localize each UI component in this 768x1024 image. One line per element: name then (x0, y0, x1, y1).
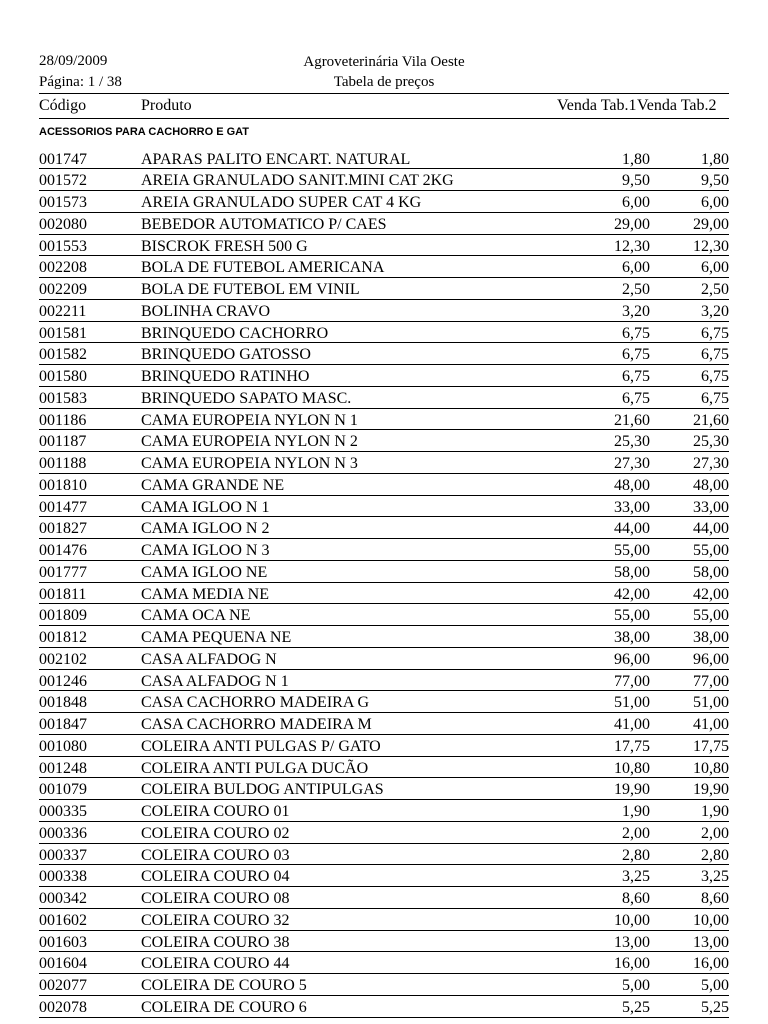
product-name: CASA ALFADOG N (141, 650, 277, 668)
column-header-code: Código (39, 97, 87, 114)
category-heading: ACESSORIOS PARA CACHORRO E GAT (39, 126, 250, 138)
product-name: CAMA PEQUENA NE (141, 629, 292, 646)
table-row (39, 169, 729, 191)
price-tab2: 17,75 (693, 737, 729, 755)
product-name: CASA CACHORRO MADEIRA G (141, 694, 370, 712)
price-tab1: 5,25 (622, 998, 650, 1016)
price-tab2: 2,50 (701, 281, 729, 298)
price-tab1: 2,50 (622, 281, 650, 298)
price-tab2: 10,00 (693, 911, 729, 929)
price-tab1: 27,30 (614, 455, 650, 472)
product-name: BISCROK FRESH 500 G (141, 237, 308, 255)
product-code: 002102 (39, 650, 87, 668)
product-code: 001080 (39, 737, 87, 755)
price-tab2: 44,00 (693, 520, 729, 538)
price-tab2: 25,30 (693, 433, 729, 451)
column-header-product: Produto (141, 97, 192, 114)
product-name: BOLA DE FUTEBOL AMERICANA (141, 259, 385, 277)
product-name: CAMA IGLOO N 3 (141, 542, 270, 559)
product-code: 001553 (39, 237, 87, 255)
product-name: COLEIRA COURO 32 (141, 911, 290, 929)
price-tab1: 41,00 (614, 716, 650, 733)
table-row (39, 909, 729, 931)
price-tab1: 6,00 (622, 259, 650, 277)
product-name: BOLINHA CRAVO (141, 302, 271, 320)
table-row (39, 452, 729, 474)
product-code: 001581 (39, 324, 87, 342)
price-tab1: 6,75 (622, 324, 650, 342)
price-tab1: 42,00 (614, 585, 650, 603)
product-code: 002208 (39, 259, 87, 277)
price-tab1: 19,90 (614, 781, 650, 799)
product-name: CAMA EUROPEIA NYLON N 3 (141, 455, 358, 472)
product-code: 001583 (39, 389, 87, 407)
product-code: 002211 (39, 302, 87, 320)
product-name: CAMA MEDIA NE (141, 585, 270, 603)
product-name: CAMA IGLOO N 1 (141, 498, 270, 516)
price-tab1: 1,90 (622, 803, 650, 820)
company-name: Agroveterinária Vila Oeste (303, 54, 465, 70)
price-tab2: 6,75 (701, 346, 729, 364)
price-tab1: 58,00 (614, 563, 650, 581)
table-row (39, 343, 729, 365)
price-tab1: 21,60 (614, 411, 650, 429)
price-tab1: 16,00 (614, 955, 650, 973)
table-row (39, 604, 729, 626)
product-name: BEBEDOR AUTOMATICO P/ CAES (141, 215, 387, 233)
table-row (39, 713, 729, 735)
price-tab1: 1,80 (622, 150, 650, 168)
product-name: BRINQUEDO SAPATO MASC. (141, 389, 352, 407)
price-tab1: 55,00 (614, 542, 650, 559)
table-row (39, 191, 729, 213)
product-name: COLEIRA COURO 03 (141, 846, 290, 864)
price-tab1: 6,75 (622, 346, 650, 364)
price-tab2: 96,00 (693, 650, 729, 668)
table-row (39, 278, 729, 300)
price-tab2: 41,00 (693, 716, 729, 733)
price-tab1: 6,75 (622, 368, 650, 385)
price-tab2: 6,00 (701, 194, 729, 211)
product-code: 002209 (39, 281, 87, 298)
product-name: BRINQUEDO CACHORRO (141, 324, 329, 342)
price-tab1: 48,00 (614, 476, 650, 494)
price-tab2: 42,00 (693, 585, 729, 603)
table-row (39, 561, 729, 583)
product-code: 001572 (39, 172, 87, 190)
price-tab2: 19,90 (693, 781, 729, 799)
table-row (39, 757, 729, 779)
price-tab2: 27,30 (693, 455, 729, 472)
product-code: 000337 (39, 846, 87, 864)
price-tab1: 5,00 (622, 977, 650, 994)
price-tab2: 55,00 (693, 542, 729, 559)
product-code: 001246 (39, 672, 87, 690)
product-name: CAMA GRANDE NE (141, 476, 285, 494)
price-tab2: 2,80 (701, 846, 729, 864)
product-name: CAMA OCA NE (141, 607, 251, 625)
price-tab1: 17,75 (614, 737, 650, 755)
product-name: COLEIRA COURO 08 (141, 890, 290, 907)
product-code: 001476 (39, 542, 87, 559)
price-tab1: 55,00 (614, 607, 650, 625)
table-row (39, 256, 729, 278)
product-name: CAMA IGLOO N 2 (141, 520, 270, 538)
price-tab2: 9,50 (701, 172, 729, 190)
product-code: 001248 (39, 759, 87, 777)
table-row (39, 648, 729, 670)
product-name: BRINQUEDO RATINHO (141, 368, 310, 385)
product-code: 001747 (39, 150, 87, 168)
price-tab2: 58,00 (693, 563, 729, 581)
product-name: BRINQUEDO GATOSSO (141, 346, 311, 364)
product-name: COLEIRA DE COURO 6 (141, 998, 307, 1016)
table-row (39, 213, 729, 235)
table-row (39, 365, 729, 387)
product-code: 001809 (39, 607, 87, 625)
price-tab2: 13,00 (693, 933, 729, 951)
product-name: COLEIRA COURO 01 (141, 803, 290, 820)
product-name: AREIA GRANULADO SUPER CAT 4 KG (141, 194, 422, 211)
price-tab2: 5,00 (701, 977, 729, 994)
price-tab1: 2,00 (622, 824, 650, 842)
product-code: 000342 (39, 890, 87, 907)
product-code: 001602 (39, 911, 87, 929)
price-tab2: 5,25 (701, 998, 729, 1016)
product-name: AREIA GRANULADO SANIT.MINI CAT 2KG (141, 172, 454, 190)
price-tab1: 13,00 (614, 933, 650, 951)
product-name: COLEIRA ANTI PULGA DUCÃO (141, 759, 369, 777)
product-name: BOLA DE FUTEBOL EM VINIL (141, 281, 360, 298)
price-tab2: 6,75 (701, 368, 729, 385)
table-row (39, 670, 729, 692)
price-tab1: 6,00 (622, 194, 650, 211)
price-tab1: 6,75 (622, 389, 650, 407)
product-name: COLEIRA COURO 38 (141, 933, 290, 951)
product-code: 002078 (39, 998, 87, 1016)
price-tab2: 6,75 (701, 389, 729, 407)
table-row (39, 822, 729, 844)
product-code: 002077 (39, 977, 87, 994)
price-tab1: 77,00 (614, 672, 650, 690)
product-code: 001603 (39, 933, 87, 951)
product-code: 001582 (39, 346, 87, 364)
product-code: 001604 (39, 955, 87, 973)
price-tab2: 10,80 (693, 759, 729, 777)
product-name: CASA ALFADOG N 1 (141, 672, 289, 690)
product-code: 001186 (39, 411, 87, 429)
table-row (39, 778, 729, 800)
product-code: 001847 (39, 716, 87, 733)
table-row (39, 496, 729, 518)
table-row (39, 952, 729, 974)
price-tab2: 38,00 (693, 629, 729, 646)
page-counter: Página: 1 / 38 (39, 74, 122, 90)
price-tab1: 2,80 (622, 846, 650, 864)
table-row (39, 735, 729, 757)
header-top-rule (39, 93, 729, 94)
price-tab1: 96,00 (614, 650, 650, 668)
product-name: CAMA EUROPEIA NYLON N 2 (141, 433, 358, 451)
table-row (39, 887, 729, 909)
product-code: 000338 (39, 868, 87, 886)
product-name: COLEIRA COURO 44 (141, 955, 290, 973)
price-tab1: 10,80 (614, 759, 650, 777)
table-row (39, 865, 729, 887)
product-code: 001477 (39, 498, 87, 516)
product-code: 001812 (39, 629, 87, 646)
table-row (39, 387, 729, 409)
price-tab2: 3,25 (701, 868, 729, 886)
product-code: 001079 (39, 781, 87, 799)
product-code: 001777 (39, 563, 87, 581)
product-code: 001187 (39, 433, 87, 451)
price-tab2: 77,00 (693, 672, 729, 690)
product-name: COLEIRA ANTI PULGAS P/ GATO (141, 737, 381, 755)
table-row (39, 539, 729, 561)
product-name: CAMA EUROPEIA NYLON N 1 (141, 411, 358, 429)
table-row (39, 583, 729, 605)
product-code: 001810 (39, 476, 87, 494)
price-tab2: 48,00 (693, 476, 729, 494)
table-row (39, 430, 729, 452)
table-row (39, 974, 729, 996)
price-tab2: 55,00 (693, 607, 729, 625)
price-tab2: 29,00 (693, 215, 729, 233)
table-row (39, 322, 729, 344)
product-name: COLEIRA BULDOG ANTIPULGAS (141, 781, 384, 799)
price-tab2: 16,00 (693, 955, 729, 973)
price-tab1: 25,30 (614, 433, 650, 451)
product-code: 001848 (39, 694, 87, 712)
price-table (39, 148, 729, 1018)
table-row (39, 626, 729, 648)
table-row (39, 409, 729, 431)
table-row (39, 931, 729, 953)
price-tab2: 1,90 (701, 803, 729, 820)
table-row (39, 148, 729, 170)
product-code: 001811 (39, 585, 87, 603)
product-code: 001580 (39, 368, 87, 385)
price-tab2: 6,00 (701, 259, 729, 277)
product-name: CASA CACHORRO MADEIRA M (141, 716, 372, 733)
product-name: COLEIRA COURO 04 (141, 868, 290, 886)
price-tab1: 33,00 (614, 498, 650, 516)
table-row (39, 844, 729, 866)
price-tab2: 3,20 (701, 302, 729, 320)
price-tab1: 51,00 (614, 694, 650, 712)
price-tab2: 1,80 (701, 150, 729, 168)
product-name: APARAS PALITO ENCART. NATURAL (141, 150, 411, 168)
report-date: 28/09/2009 (39, 53, 108, 69)
price-tab1: 9,50 (622, 172, 650, 190)
product-code: 001188 (39, 455, 87, 472)
table-row (39, 691, 729, 713)
table-row (39, 996, 729, 1018)
price-tab1: 38,00 (614, 629, 650, 646)
price-tab2: 12,30 (693, 237, 729, 255)
report-title: Tabela de preços (333, 74, 435, 90)
price-tab2: 6,75 (701, 324, 729, 342)
price-tab1: 3,25 (622, 868, 650, 886)
price-tab2: 51,00 (693, 694, 729, 712)
product-name: COLEIRA DE COURO 5 (141, 977, 307, 994)
header-bottom-rule (39, 118, 729, 119)
price-tab1: 3,20 (622, 302, 650, 320)
price-tab1: 10,00 (614, 911, 650, 929)
column-header-sale2: Venda Tab.2 (637, 97, 717, 114)
product-name: COLEIRA COURO 02 (141, 824, 290, 842)
product-code: 000335 (39, 803, 87, 820)
product-code: 001827 (39, 520, 87, 538)
product-code: 002080 (39, 215, 87, 233)
price-tab2: 8,60 (701, 890, 729, 907)
column-header-sale1: Venda Tab.1 (557, 97, 637, 114)
table-row (39, 474, 729, 496)
table-row (39, 300, 729, 322)
product-code: 000336 (39, 824, 87, 842)
price-tab2: 2,00 (701, 824, 729, 842)
price-tab2: 21,60 (693, 411, 729, 429)
price-tab1: 8,60 (622, 890, 650, 907)
product-name: CAMA IGLOO NE (141, 563, 268, 581)
price-tab1: 29,00 (614, 215, 650, 233)
table-row (39, 800, 729, 822)
price-tab1: 12,30 (614, 237, 650, 255)
price-tab2: 33,00 (693, 498, 729, 516)
price-tab1: 44,00 (614, 520, 650, 538)
table-row (39, 517, 729, 539)
table-row (39, 235, 729, 257)
product-code: 001573 (39, 194, 87, 211)
